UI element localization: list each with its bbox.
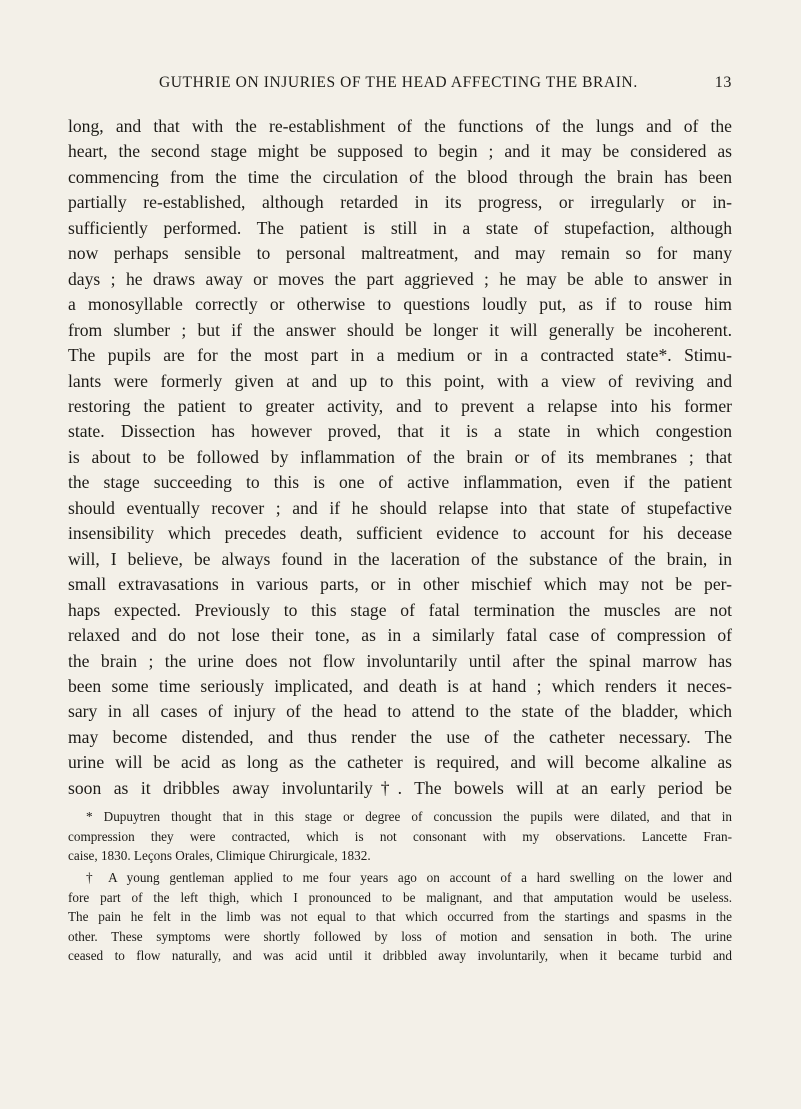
text-line: now perhaps sensible to personal maltreatment, and may remain so for many [68, 243, 732, 264]
footnote-dagger [68, 868, 732, 966]
text-line: partially re-established, although retarded in its progress, or irregularly or in- [68, 192, 732, 213]
footnote-asterisk [68, 807, 732, 866]
book-page [68, 74, 732, 966]
text-line: the stage succeeding to this is one of active inflammation, even if the patient [68, 472, 732, 493]
body-text [68, 114, 732, 801]
text-line: is about to be followed by inflammation of the brain or of its membranes ; that [68, 446, 732, 467]
footnote-line: caise, 1830. Leçons Orales, Climique Chirurgicale, 1832. [68, 848, 371, 864]
text-line: relaxed and do not lose their tone, as in a similarly fatal case of compression of [68, 625, 732, 646]
text-line: days ; he draws away or moves the part aggrieved ; he may be able to answer in [68, 268, 732, 289]
text-line: long, and that with the re-establishment of the functions of the lungs and of the [68, 116, 732, 136]
footnote-line: * Dupuytren thought that in this stage or degree of concussion the pupils were dilated, and that in [86, 809, 732, 825]
text-line: insensibility which precedes death, sufficient evidence to account for his decease [68, 523, 732, 544]
text-line: may become distended, and thus render the use of the catheter necessary. The [68, 726, 732, 747]
text-line: restoring the patient to greater activity, and to prevent a relapse into his former [68, 395, 732, 416]
text-line: will, I believe, be always found in the laceration of the substance of the brain, in [68, 548, 732, 569]
text-line: the brain ; the urine does not flow involuntarily until after the spinal marrow has [68, 650, 732, 671]
text-line: been some time seriously implicated, and death is at hand ; which renders it neces- [68, 675, 732, 696]
text-line: state. Dissection has however proved, that it is a state in which congestion [68, 421, 732, 442]
text-line: a monosyllable correctly or otherwise to questions loudly put, as if to rouse him [68, 294, 732, 315]
footnote-line: The pain he felt in the limb was not equal to that which occurred from the startings and spasms in the [68, 909, 732, 925]
footnote-line: compression they were contracted, which is not consonant with my observations. Lancette Fran- [68, 828, 732, 844]
text-line: sary in all cases of injury of the head to attend to the state of the bladder, which [68, 701, 732, 722]
text-line: should eventually recover ; and if he should relapse into that state of stupefactive [68, 497, 732, 518]
footnote-line: † A young gentleman applied to me four years ago on account of a hard swelling on the lower and [86, 870, 732, 886]
text-line: heart, the second stage might be supposed to begin ; and it may be considered as [68, 141, 732, 162]
running-head [68, 74, 732, 98]
text-line: soon as it dribbles away involuntarily†. The bowels will at an early period be [68, 777, 732, 798]
text-line: from slumber ; but if the answer should be longer it will generally be incoherent. [68, 319, 732, 340]
running-title: GUTHRIE ON INJURIES OF THE HEAD AFFECTING THE BRAIN. [158, 74, 638, 91]
text-line: The pupils are for the most part in a medium or in a contracted state*. Stimu- [68, 345, 732, 366]
text-line: urine will be acid as long as the catheter is required, and will become alkaline as [68, 752, 732, 773]
text-line: lants were formerly given at and up to this point, with a view of reviving and [68, 370, 732, 391]
text-line: sufficiently performed. The patient is still in a state of stupefaction, although [68, 217, 732, 238]
page-number: 13 [714, 74, 732, 91]
footnote-line: other. These symptoms were shortly followed by loss of motion and sensation in both. The urine [68, 928, 732, 944]
footnotes [68, 807, 732, 966]
text-line: small extravasations in various parts, or in other mischief which may not be per- [68, 574, 732, 595]
text-line: haps expected. Previously to this stage of fatal termination the muscles are not [68, 599, 732, 620]
footnote-line: ceased to flow naturally, and was acid until it dribbled away involuntarily, when it became turbid and [68, 948, 732, 964]
footnote-line: fore part of the left thigh, which I pronounced to be malignant, and that amputation would be useless. [68, 889, 732, 905]
text-line: commencing from the time the circulation of the blood through the brain has been [68, 166, 732, 187]
